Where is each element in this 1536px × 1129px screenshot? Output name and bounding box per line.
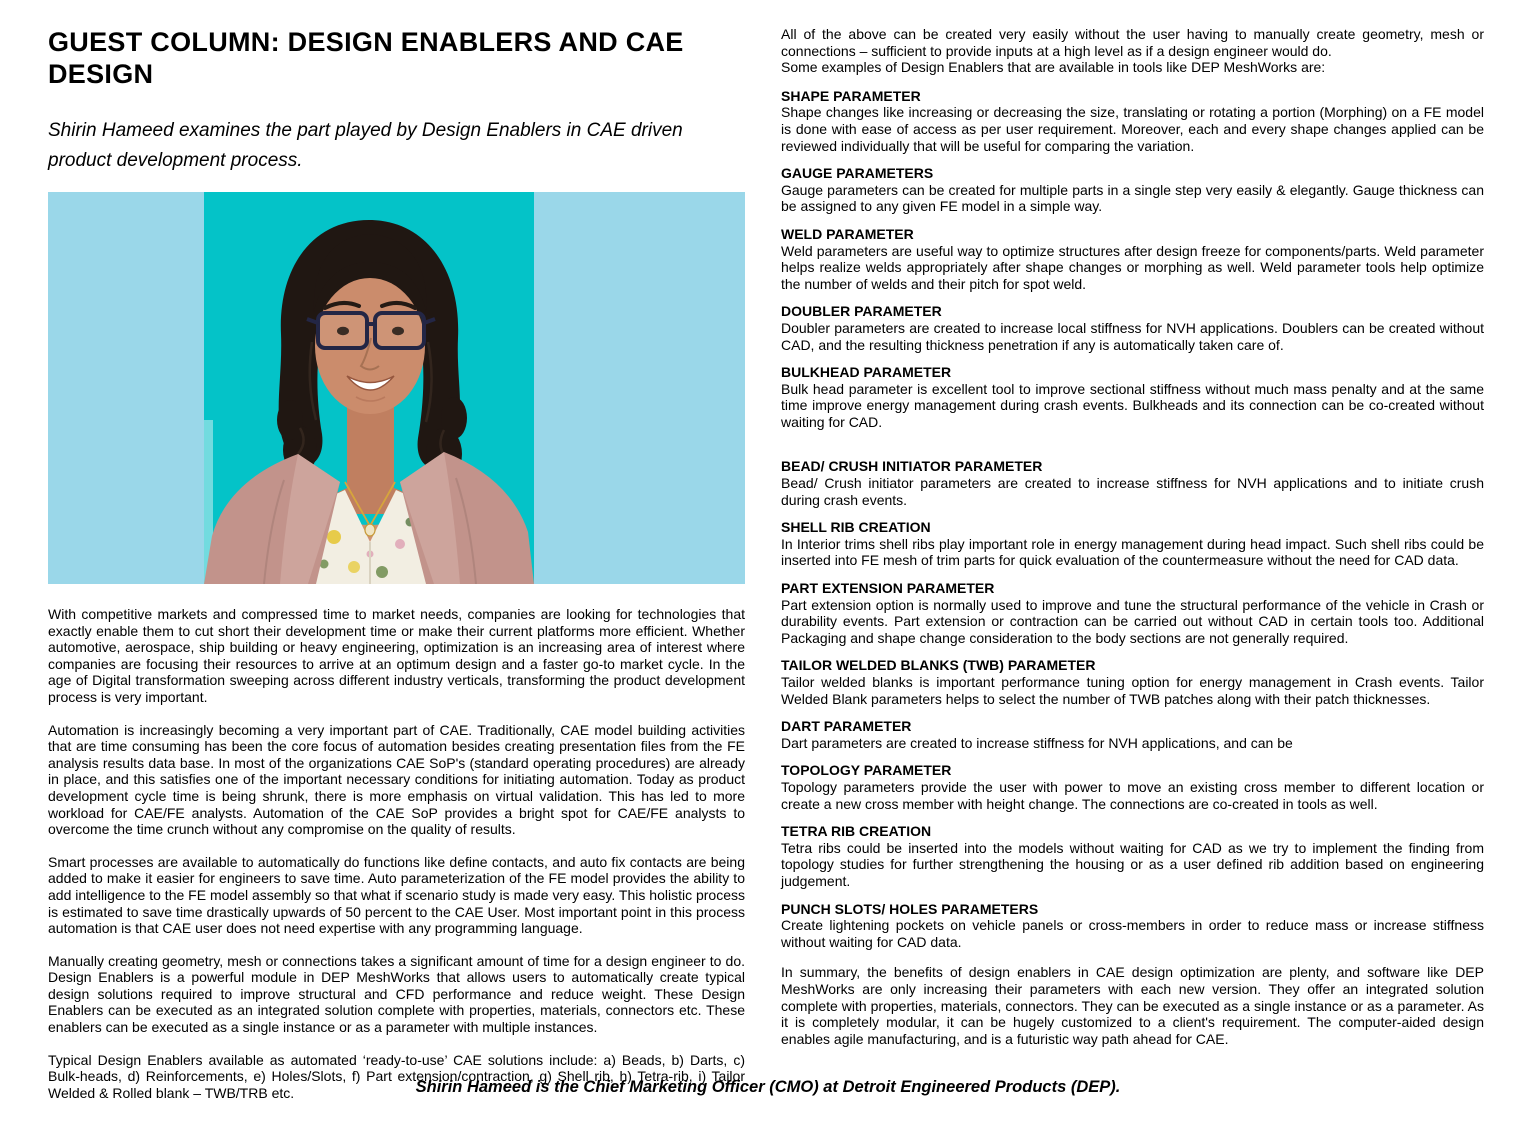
section-heading: TAILOR WELDED BLANKS (TWB) PARAMETER: [781, 657, 1096, 674]
article-footer: Shirin Hameed is the Chief Marketing Officer (CMO) at Detroit Engineered Products (DEP).: [415, 1078, 1121, 1096]
body-paragraph: Automation is increasingly becoming a very important part of CAE. Traditionally, CAE model building activities that are time consuming has been the core focus of automation besides creating presentation files from the FE analysis results data base. In most of the organizations CAE SoP's (standard operating procedures) are already in place, and this satisfies one of the important necessary conditions for initiating automation. Today as product development cycle time is being shrunk, there is more emphasis on virtual validation. This has led to more workload for CAE/FE analysts. Automation of the CAE SoP provides a bright spot for CAE/FE analysts to overcome the time crunch without any compromise on the quality of results.: [48, 721, 745, 838]
section-body: Shape changes like increasing or decreasing the size, translating or rotating a portion (Morphing) on a FE model is done with ease of access as per user requirement. Moreover, each and every shape changes applied can be reviewed individually that will be useful for comparing the variation.: [781, 104, 1484, 154]
section-body: Dart parameters are created to increase stiffness for NVH applications, and can be: [781, 734, 1293, 751]
section-heading: BEAD/ CRUSH INITIATOR PARAMETER: [781, 458, 1043, 475]
body-paragraph: Smart processes are available to automatically do functions like define contacts, and auto fix contacts are being added to make it easier for engineers to save time. Auto parameterization of the FE model provides the ability to add intelligence to the FE model assembly so that what if scenario study is made very easy. This holistic process is estimated to save time drastically upwards of 50 percent to the CAE User. Most important point in this process automation is that CAE user does not need expertise with any programming language.: [48, 853, 745, 937]
section-body: Topology parameters provide the user with power to move an existing cross member to different location or create a new cross member with height change. The connections are co-created in tools as well.: [781, 778, 1484, 812]
intro-line: All of the above can be created very easily without the user having to manually create geometry, mesh or connections – sufficient to provide inputs at a high level as if a design engineer would do.: [781, 26, 1484, 59]
section-tailor-welded-blanks-parameter: [781, 657, 1484, 707]
article-subtitle: Shirin Hameed examines the part played by Design Enablers in CAE driven product development process.: [48, 120, 683, 171]
right-column: [781, 26, 1484, 1117]
section-body: Create lightening pockets on vehicle panels or cross-members in order to reduce mass or increase stiffness without waiting for CAD data.: [781, 917, 1484, 950]
section-body: Tetra ribs could be inserted into the models without waiting for CAD as we try to implement the finding from topology studies for further strengthening the housing or as a user defined rib addition based on engineering judgement.: [781, 839, 1484, 889]
section-heading: PART EXTENSION PARAMETER: [781, 580, 995, 597]
summary-paragraph: In summary, the benefits of design enablers in CAE design optimization are plenty, and software like DEP MeshWorks are only increasing their parameters with each new version. They offer an integrated solution complete with properties, materials, connectors. They can be executed as a single instance or as a parameter. As it is completely modular, it can be hugely customized to a client's requirement. The computer-aided design enables agile manufacturing, and is a futuristic way path ahead for CAE.: [781, 964, 1484, 1047]
section-tetra-rib-creation: [781, 823, 1484, 889]
section-body: Weld parameters are useful way to optimize structures after design freeze for components/parts. Weld parameter helps realize welds appropriately after shape changes or morphing as well. Weld parameter tools help optimize the number of welds and their pitch for spot weld.: [781, 242, 1484, 292]
section-body: Bead/ Crush initiator parameters are created to increase stiffness for NVH applications and to initiate crush during crash events.: [781, 475, 1484, 508]
portrait-band: [48, 192, 745, 584]
section-heading: SHAPE PARAMETER: [781, 87, 921, 104]
section-body: Gauge parameters can be created for multiple parts in a single step very easily & elegantly. Gauge thickness can be assigned to any given FE model in a simple way.: [781, 181, 1484, 215]
section-body: Bulk head parameter is excellent tool to improve sectional stiffness without much mass penalty and at the same time improve energy management during crash events. Bulkheads and its connection can be co-created without waiting for CAD.: [781, 380, 1484, 430]
section-doubler-parameter: [781, 303, 1484, 353]
section-body: Doubler parameters are created to increase local stiffness for NVH applications. Doublers can be created without CAD, and the resulting thickness penetration if any is automatically taken care of.: [781, 319, 1484, 353]
section-heading: SHELL RIB CREATION: [781, 519, 931, 536]
article-body-left: [48, 606, 745, 1101]
section-bead-crush-initiator-parameter: [781, 458, 1484, 508]
intro-line: Some examples of Design Enablers that are available in tools like DEP MeshWorks are:: [781, 59, 1326, 76]
section-body: In Interior trims shell ribs play important role in energy management during head impact. Such shell ribs could be inserted into FE mesh of trim parts for quick evaluation of the countermeasure without the need for CAD data.: [781, 535, 1484, 569]
section-heading: PUNCH SLOTS/ HOLES PARAMETERS: [781, 900, 1039, 917]
section-heading: TOPOLOGY PARAMETER: [781, 762, 952, 779]
page-title: GUEST COLUMN: DESIGN ENABLERS AND CAE DESIGN: [48, 27, 684, 89]
section-heading: BULKHEAD PARAMETER: [781, 364, 952, 381]
section-heading: TETRA RIB CREATION: [781, 823, 932, 840]
section-heading: WELD PARAMETER: [781, 225, 914, 242]
section-gauge-parameters: [781, 165, 1484, 215]
left-column: [48, 26, 745, 1117]
section-bulkhead-parameter: [781, 364, 1484, 430]
section-dart-parameter: [781, 718, 1484, 751]
article-body-right: [781, 26, 1484, 1047]
section-weld-parameter: [781, 226, 1484, 292]
section-topology-parameter: [781, 762, 1484, 812]
section-shell-rib-creation: [781, 519, 1484, 569]
section-heading: DART PARAMETER: [781, 718, 912, 735]
section-shape-parameter: [781, 88, 1484, 154]
body-paragraph: With competitive markets and compressed time to market needs, companies are looking for technologies that exactly enable them to cut short their development time or make their current platforms more efficient. Whether automotive, aerospace, ship building or heavy engineering, optimization is an increasing area of interest where companies are focusing their resources to arrive at an optimum design and a faster go-to market cycle. In the age of Digital transformation sweeping across different industry verticals, transforming the product development process is very important.: [48, 606, 745, 705]
intro-paragraph: [781, 26, 1484, 76]
portrait-photo: [204, 192, 534, 584]
section-heading: GAUGE PARAMETERS: [781, 165, 934, 182]
body-paragraph: Manually creating geometry, mesh or connections takes a significant amount of time for a design engineer to do. Design Enablers is a powerful module in DEP MeshWorks that allows users to automatically create typical design solutions required to improve structural and CFD performance and reduce weight. These Design Enablers can be executed as an integrated solution complete with properties, materials, connectors etc. These enablers can be executed as a single instance or as a parameter with multiple instances.: [48, 952, 745, 1036]
body-paragraph: Typical Design Enablers available as automated ‘ready-to-use’ CAE solutions include: a) Beads, b) Darts, c) Bulk-heads, d) Reinforcements, e) Holes/Slots, f) Part extension/contraction, g) Shell rib, h) Tetra-rib, i) Tailor Welded & Rolled blank – TWB/TRB etc.: [48, 1051, 745, 1101]
section-body: Tailor welded blanks is important performance tuning option for energy management in Crash events. Tailor Welded Blank parameters helps to select the number of TWB patches along with their patch thicknesses.: [781, 674, 1484, 707]
section-part-extension-parameter: [781, 580, 1484, 646]
section-heading: DOUBLER PARAMETER: [781, 303, 942, 320]
section-body: Part extension option is normally used to improve and tune the structural performance of the vehicle in Crash or durability events. Part extension or contraction can be carried out without CAD in certain tools too. Additional Packaging and shape change consideration to the body sections are not generally required.: [781, 596, 1484, 646]
section-punch-slots-holes-parameters: [781, 901, 1484, 951]
